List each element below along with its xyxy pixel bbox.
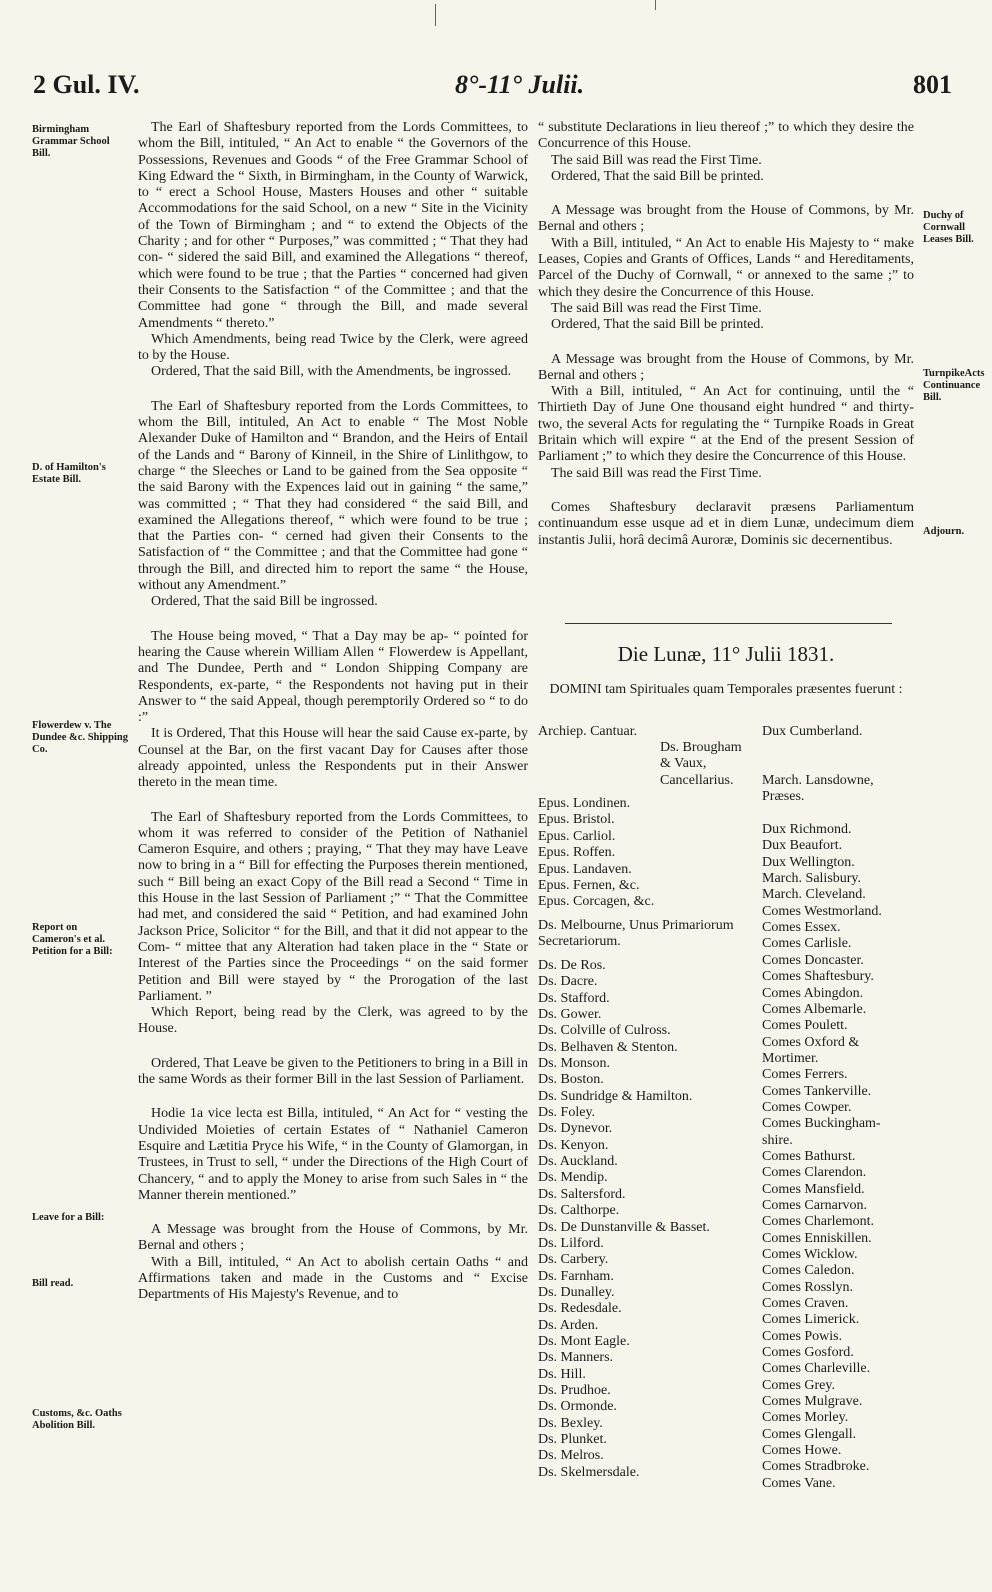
temporal-lord-entry: Comes Caledon. bbox=[762, 1263, 855, 1279]
temporal-lord-entry: Comes Buckingham- bbox=[762, 1116, 881, 1132]
temporal-lord-entry: Comes Mulgrave. bbox=[762, 1394, 863, 1410]
temporal-lord-entry: Comes Powis. bbox=[762, 1328, 843, 1344]
temporal-lord-entry: Comes Stradbroke. bbox=[762, 1459, 870, 1475]
secretary-line: Ds. Melbourne, Unus Primariorum bbox=[538, 918, 734, 933]
baron-entry: Ds. Farnham. bbox=[538, 1268, 614, 1284]
bishop-entry: Epus. Corcagen, &c. bbox=[538, 894, 655, 910]
page-number: 801 bbox=[913, 70, 952, 99]
secretary-list bbox=[538, 918, 734, 951]
temporal-lord-entry: Comes Abingdon. bbox=[762, 985, 864, 1001]
baron-entry: Ds. Sundridge & Hamilton. bbox=[538, 1088, 693, 1104]
temporal-lord-entry: Dux Beaufort. bbox=[762, 838, 843, 854]
paragraph: Ordered, That the said Bill, with the Amendments, be ingrossed. bbox=[151, 364, 512, 380]
temporal-lord-entry bbox=[762, 757, 882, 773]
baron-entry: Ds. Redesdale. bbox=[538, 1301, 622, 1317]
paragraph: A Message was brought from the House of Commons, by Mr. Bernal and others ; bbox=[138, 1222, 528, 1254]
top-mark bbox=[655, 0, 656, 10]
chancellor-line: Ds. Brougham bbox=[660, 740, 742, 755]
paragraph: The Earl of Shaftesbury reported from the Lords Committees, to whom the Bill, intituled, An Act to enable “ The Most Noble Alexander Duke of Hamilton and “ Brandon, and the Heirs of Entail of the Lands and “ Barony of Kinneil, in the Shire of Linlithgow, to charge “ the Sleeches or Land to be gained from the Sea opposite “ the said Barony with the Expences laid out in gaining “ the same,” was committed ; “ That they had considered “ the said Bill, and examined the Allegations thereof, “ which were found to be true ; that the Parties con- “ cerned had given their Consents to the Satisfaction of “ the Committee ; and that the Committee had gone “ through the Bill, and directed him to report the same “ the House, without any Amendment.” bbox=[138, 398, 528, 594]
baron-entry: Ds. Melros. bbox=[538, 1448, 604, 1464]
temporal-lord-entry: Comes Grey. bbox=[762, 1377, 835, 1393]
temporal-lord-entry: Comes Essex. bbox=[762, 920, 841, 936]
baron-entry: Ds. Mont Eagle. bbox=[538, 1333, 630, 1349]
temporal-lord-entry: Comes Carlisle. bbox=[762, 936, 852, 952]
temporal-lord-entry: March. Lansdowne, bbox=[762, 773, 874, 789]
temporal-lords-list bbox=[762, 724, 882, 1492]
baron-entry: Ds. De Dunstanville & Basset. bbox=[538, 1219, 710, 1235]
temporal-lord-entry: Comes Gosford. bbox=[762, 1345, 854, 1361]
temporal-lord-entry: Comes Charlemont. bbox=[762, 1214, 874, 1230]
temporal-lord-entry: Comes Howe. bbox=[762, 1443, 842, 1459]
baron-entry: Ds. De Ros. bbox=[538, 958, 606, 973]
paragraph: Ordered, That Leave be given to the Petitioners to bring in a Bill in the same Words as their former Bill in the last Session of Parliament. bbox=[138, 1055, 528, 1088]
baron-entry: Ds. Stafford. bbox=[538, 990, 610, 1006]
margin-note-hamilton: D. of Hamilton's Estate Bill. bbox=[32, 462, 106, 485]
baron-entry: Ds. Auckland. bbox=[538, 1154, 618, 1170]
margin-note-adjourn: Adjourn. bbox=[923, 526, 965, 537]
paragraph: Ordered, That the said Bill be ingrossed. bbox=[151, 594, 378, 610]
margin-note-birmingham: Birmingham Grammar School Bill. bbox=[32, 124, 110, 159]
temporal-lord-entry: Comes Cowper. bbox=[762, 1099, 852, 1115]
temporal-lord-entry: Comes Glengall. bbox=[762, 1426, 857, 1442]
baron-entry: Ds. Dacre. bbox=[538, 974, 598, 990]
baron-entry: Ds. Dunalley. bbox=[538, 1284, 615, 1300]
header-dates: 8°-11° Julii. bbox=[455, 70, 585, 99]
margin-note-duchy: Duchy of Cornwall Leases Bill. bbox=[923, 210, 974, 245]
baron-entry: Ds. Manners. bbox=[538, 1350, 614, 1366]
margin-note-flowerdew: Flowerdew v. The Dundee &c. Shipping Co. bbox=[32, 720, 128, 755]
margin-note-turnpike: TurnpikeActs Continuance Bill. bbox=[923, 368, 985, 403]
archbishop: Archiep. Cantuar. bbox=[538, 724, 638, 739]
bishop-entry: Epus. Bristol. bbox=[538, 812, 615, 828]
top-mark bbox=[435, 4, 436, 26]
bishop-entry: Epus. Roffen. bbox=[538, 845, 616, 861]
temporal-lord-entry: Dux Richmond. bbox=[762, 822, 852, 838]
paragraph: With a Bill, intituled, “ An Act for continuing, until the “ Thirtieth Day of June One thousand eight hundred “ and thirty-two, the several Acts for regulating the “ Turnpike Roads in Great Britain which will expire “ at the End of the present Session of Parliament ;” to which they desire the Concurrence of this House. bbox=[538, 384, 914, 465]
bishop-entry: Epus. Londinen. bbox=[538, 796, 631, 811]
paragraph: Comes Shaftesbury declaravit præsens Parliamentum continuandum esse usque ad et in diem Lunæ, undecimum diem instantis Julii, horâ decimâ Auroræ, Dominis sic decernentibus. bbox=[538, 499, 914, 548]
paragraph: A Message was brought from the House of Commons, by Mr. Bernal and others ; bbox=[538, 351, 914, 383]
margin-note-cameron-report: Report on Cameron's et al. Petition for a Bill: bbox=[32, 922, 113, 957]
temporal-lord-entry: Dux Cumberland. bbox=[762, 724, 863, 739]
domini-line: DOMINI tam Spirituales quam Temporales præsentes fuerunt : bbox=[549, 682, 903, 697]
bishop-entry: Epus. Fernen, &c. bbox=[538, 878, 640, 894]
baron-entry: Ds. Hill. bbox=[538, 1366, 586, 1382]
baron-entry: Ds. Skelmersdale. bbox=[538, 1464, 640, 1480]
temporal-lord-entry bbox=[762, 806, 882, 822]
paragraph: Ordered, That the said Bill be printed. bbox=[551, 317, 764, 333]
baron-entry: Ds. Gower. bbox=[538, 1007, 602, 1023]
temporal-lord-entry: Comes Clarendon. bbox=[762, 1165, 867, 1181]
paragraph: The Earl of Shaftesbury reported from the Lords Committees, to whom it was referred to consider of the Petition of Nathaniel Cameron Esquire, and others ; praying, “ That they may have Leave now to bring in a “ Bill for effecting the Purposes therein mentioned, such “ Bill being an exact Copy of the Bill read a Second “ Time in this House in the last Session of Parliament ;” “ That the Committee had met, and considered the said “ Petition, and had examined John Jackson Price, Solicitor “ for the Bill, and that it did not appear to the Com- “ mittee that any Alteration had taken place in the “ State or Interest of the Parties since the Proceedings “ on the said former Petition and Bill were stayed by “ the Prorogation of the last Parliament. ” bbox=[138, 809, 528, 1004]
paragraph: It is Ordered, That this House will hear the said Cause ex-parte, by Counsel at the Bar, on the first vacant Day for Causes after those already appointed, unless the Respondents put in their Answer thereto in the mean time. bbox=[138, 726, 528, 791]
margin-note-customs: Customs, &c. Oaths Abolition Bill. bbox=[32, 1408, 122, 1431]
baron-entry: Ds. Dynevor. bbox=[538, 1121, 613, 1137]
temporal-lord-entry: Comes Tankerville. bbox=[762, 1083, 872, 1099]
temporal-lord-entry: Comes Limerick. bbox=[762, 1312, 860, 1328]
baron-entry: Ds. Prudhoe. bbox=[538, 1382, 611, 1398]
chancellor-line: & Vaux, bbox=[660, 756, 707, 772]
temporal-lord-entry: Comes Rosslyn. bbox=[762, 1279, 854, 1295]
temporal-lord-entry: Comes Vane. bbox=[762, 1475, 836, 1491]
section-divider bbox=[565, 623, 892, 624]
paragraph: Hodie 1a vice lecta est Billa, intituled, “ An Act for “ vesting the Undivided Moieties of certain Estates of “ Nathaniel Cameron Esquire and Lætitia Pryce his Wife, “ in the County of Glamorgan, in Trustees, in Trust to sell, “ under the Directions of the High Court of Chancery, “ and to apply the Money to arise from such Sales in “ the Manner therein mentioned.” bbox=[138, 1106, 528, 1203]
bishops-list bbox=[538, 796, 654, 911]
baron-entry: Ds. Foley. bbox=[538, 1105, 596, 1121]
paragraph: Ordered, That the said Bill be printed. bbox=[551, 168, 764, 184]
paragraph: With a Bill, intituled, “ An Act to enable His Majesty to “ make Leases, Copies and Grants of Offices, Lands “ and Hereditaments, Parcel of the Duchy of Cornwall, “ or annexed to the same ;” to which they desire the Concurrence of this House. bbox=[538, 235, 914, 300]
paragraph: Which Amendments, being read Twice by the Clerk, were agreed to by the House. bbox=[138, 331, 528, 364]
bishop-entry: Epus. Landaven. bbox=[538, 861, 632, 877]
baron-entry: Ds. Ormonde. bbox=[538, 1399, 617, 1415]
paragraph: A Message was brought from the House of Commons, by Mr. Bernal and others ; bbox=[538, 203, 914, 235]
paragraph: Which Report, being read by the Clerk, was agreed to by the House. bbox=[138, 1005, 528, 1037]
margin-note-leave: Leave for a Bill: bbox=[32, 1212, 105, 1223]
baron-entry: Ds. Colville of Culross. bbox=[538, 1023, 671, 1039]
secretary-line: Secretariorum. bbox=[538, 934, 621, 950]
right-column bbox=[538, 120, 914, 549]
temporal-lord-entry: Comes Westmorland. bbox=[762, 903, 882, 919]
paragraph: The House being moved, “ That a Day may be ap- “ pointed for hearing the Cause wherein William Allen “ Flowerdew is Appellant, and The Dundee, Perth and “ London Shipping Company are Respondents, ex-parte, “ the Respondents not having put in their Answer to “ the said Appeal, though peremptorily Ordered so “ to do :” bbox=[138, 628, 528, 726]
left-column bbox=[138, 120, 528, 1304]
temporal-lord-entry: Comes Doncaster. bbox=[762, 952, 864, 968]
chancellor-list bbox=[660, 740, 742, 789]
paragraph: “ substitute Declarations in lieu thereof ;” to which they desire the Concurrence of this House. bbox=[538, 120, 914, 152]
paragraph: The said Bill was read the First Time. bbox=[551, 300, 762, 316]
baron-entry: Ds. Kenyon. bbox=[538, 1137, 609, 1153]
temporal-lord-entry: Comes Albemarle. bbox=[762, 1001, 867, 1017]
temporal-lord-entry: Comes Oxford & bbox=[762, 1034, 860, 1050]
baron-entry: Ds. Monson. bbox=[538, 1056, 610, 1072]
paragraph: With a Bill, intituled, “ An Act to abolish certain Oaths “ and Affirmations taken and made in the Customs and “ Excise Departments of His Majesty's Revenue, and to bbox=[138, 1254, 528, 1303]
header-regnal-year: 2 Gul. IV. bbox=[33, 70, 140, 99]
baron-entry: Ds. Carbery. bbox=[538, 1252, 609, 1268]
baron-entry: Ds. Belhaven & Stenton. bbox=[538, 1039, 678, 1055]
temporal-lord-entry: Comes Bathurst. bbox=[762, 1148, 856, 1164]
temporal-lord-entry: Præses. bbox=[762, 789, 805, 805]
chancellor-line: Cancellarius. bbox=[660, 772, 734, 788]
temporal-lord-entry: Comes Morley. bbox=[762, 1410, 849, 1426]
temporal-lord-entry: Comes Wicklow. bbox=[762, 1247, 858, 1262]
temporal-lord-entry: shire. bbox=[762, 1132, 793, 1148]
temporal-lord-entry: Comes Mansfield. bbox=[762, 1181, 865, 1197]
temporal-lord-entry: March. Salisbury. bbox=[762, 871, 862, 887]
temporal-lord-entry: March. Cleveland. bbox=[762, 887, 866, 903]
baron-entry: Ds. Calthorpe. bbox=[538, 1203, 620, 1219]
baron-entry: Ds. Mendip. bbox=[538, 1170, 608, 1186]
temporal-lord-entry: Comes Carnarvon. bbox=[762, 1197, 867, 1213]
temporal-lord-entry: Mortimer. bbox=[762, 1050, 819, 1066]
baron-entry: Ds. Saltersford. bbox=[538, 1186, 626, 1202]
temporal-lord-entry: Comes Ferrers. bbox=[762, 1067, 848, 1083]
temporal-lord-entry: Dux Wellington. bbox=[762, 854, 855, 870]
temporal-lord-entry: Comes Poulett. bbox=[762, 1018, 848, 1034]
temporal-lord-entry: Comes Shaftesbury. bbox=[762, 969, 874, 985]
baron-entry: Ds. Arden. bbox=[538, 1317, 599, 1333]
day-title: Die Lunæ, 11° Julii 1831. bbox=[617, 642, 835, 666]
temporal-lord-entry: Comes Craven. bbox=[762, 1296, 849, 1312]
temporal-lord-entry: Comes Charleville. bbox=[762, 1361, 871, 1377]
margin-note-bill-read: Bill read. bbox=[32, 1278, 74, 1289]
temporal-lord-entry: Comes Enniskillen. bbox=[762, 1230, 872, 1246]
paragraph: The Earl of Shaftesbury reported from the Lords Committees, to whom the Bill, intituled, “ An Act to enable “ the Governors of the Possessions, Revenues and Goods “ of the Free Grammar School of King Edward the “ Sixth, in Birmingham, in the County of Warwick, to “ erect a School House, Masters Houses and other “ suitable Accommodations for the said School, on a new “ Site in the Vicinity of the Town of Birmingham ; and “ to extend the Objects of the Charity ; and for other “ Purposes,” was committed ; “ That they had con- “ sidered the said Bill, and examined the Allegations “ thereof, which were found to be true ; that the Parties “ concerned had given their Consents to the Satisfaction “ of the Committee ; and that the Committee had gone “ through the Bill, and made several Amendments “ thereto.” bbox=[138, 120, 528, 331]
baron-entry: Ds. Lilford. bbox=[538, 1235, 604, 1251]
temporal-lord-entry bbox=[762, 740, 882, 756]
bishop-entry: Epus. Carliol. bbox=[538, 828, 616, 844]
paragraph: The said Bill was read the First Time. bbox=[551, 465, 762, 481]
paragraph: The said Bill was read the First Time. bbox=[551, 152, 762, 168]
baron-entry: Ds. Plunket. bbox=[538, 1431, 607, 1447]
barons-list bbox=[538, 958, 710, 1481]
baron-entry: Ds. Bexley. bbox=[538, 1415, 603, 1431]
baron-entry: Ds. Boston. bbox=[538, 1072, 604, 1088]
